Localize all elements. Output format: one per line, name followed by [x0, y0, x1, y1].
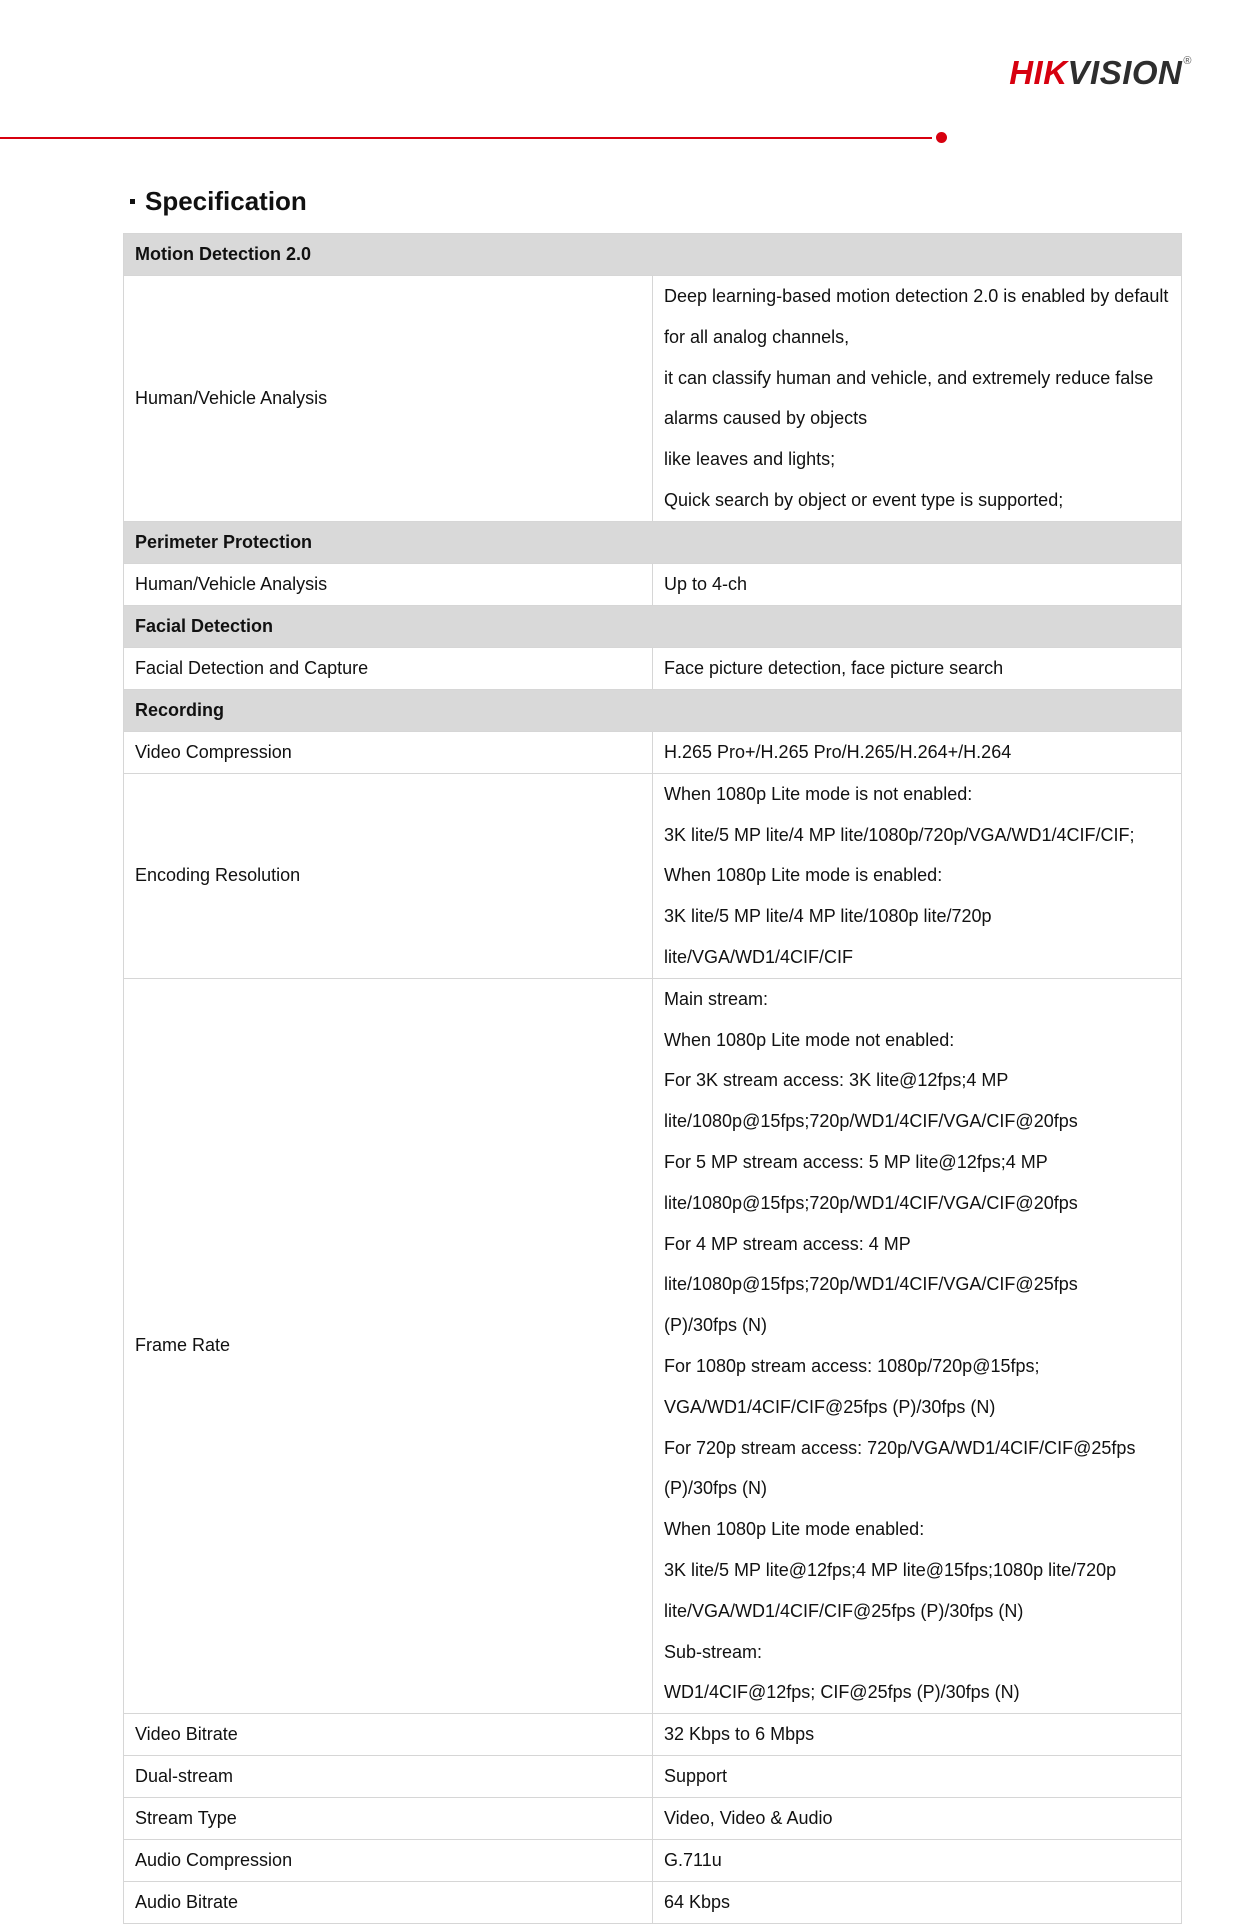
spec-value-line: lite/1080p@15fps;720p/WD1/4CIF/VGA/CIF@20fps	[664, 1111, 1078, 1132]
spec-value-line: 32 Kbps to 6 Mbps	[664, 1724, 815, 1745]
spec-value-line: Quick search by object or event type is supported;	[664, 489, 1064, 510]
group-title: Perimeter Protection	[124, 521, 1182, 563]
group-header-row	[124, 234, 1182, 276]
spec-value-line: Video, Video & Audio	[664, 1808, 833, 1829]
spec-row	[124, 1840, 1182, 1882]
spec-value-line: When 1080p Lite mode is not enabled:	[664, 783, 973, 804]
spec-value-line: Sub-stream:	[664, 1641, 763, 1662]
spec-value	[653, 1882, 1182, 1924]
spec-value	[653, 276, 1182, 522]
spec-row	[124, 1882, 1182, 1924]
spec-row	[124, 1798, 1182, 1840]
spec-value-line: it can classify human and vehicle, and extremely reduce false alarms caused by objects	[664, 367, 1154, 429]
spec-value-line: lite/VGA/WD1/4CIF/CIF@25fps (P)/30fps (N)	[664, 1600, 1024, 1621]
spec-value-line: When 1080p Lite mode enabled:	[664, 1519, 925, 1540]
spec-value-line: Main stream:	[664, 988, 769, 1009]
spec-value-line: H.265 Pro+/H.265 Pro/H.265/H.264+/H.264	[664, 741, 1012, 762]
spec-row	[124, 276, 1182, 522]
spec-value	[653, 773, 1182, 978]
spec-label: Video Bitrate	[124, 1714, 653, 1756]
group-title: Facial Detection	[124, 605, 1182, 647]
header-divider-dot	[936, 132, 947, 143]
spec-label: Frame Rate	[124, 978, 653, 1713]
specification-table	[123, 233, 1182, 1924]
square-bullet-icon	[130, 199, 135, 204]
spec-value-line: like leaves and lights;	[664, 449, 836, 470]
spec-value-line: G.711u	[664, 1850, 722, 1871]
spec-value	[653, 1714, 1182, 1756]
header-divider-line	[0, 137, 932, 139]
spec-value-line: Support	[664, 1766, 728, 1787]
spec-label: Human/Vehicle Analysis	[124, 563, 653, 605]
spec-row	[124, 647, 1182, 689]
group-title: Motion Detection 2.0	[124, 234, 1182, 276]
hikvision-logo	[1009, 56, 1192, 89]
spec-value-line: When 1080p Lite mode not enabled:	[664, 1029, 955, 1050]
spec-label: Human/Vehicle Analysis	[124, 276, 653, 522]
spec-value	[653, 1798, 1182, 1840]
spec-value-line: 3K lite/5 MP lite@12fps;4 MP lite@15fps;1080p lite/720p	[664, 1559, 1117, 1580]
spec-value-line: When 1080p Lite mode is enabled:	[664, 865, 943, 886]
spec-row	[124, 1756, 1182, 1798]
group-header-row	[124, 689, 1182, 731]
spec-label: Encoding Resolution	[124, 773, 653, 978]
spec-row	[124, 978, 1182, 1713]
spec-value-line: For 4 MP stream access: 4 MP lite/1080p@15fps;720p/WD1/4CIF/VGA/CIF@25fps	[664, 1233, 1078, 1295]
spec-label: Dual-stream	[124, 1756, 653, 1798]
spec-value-line: Deep learning-based motion detection 2.0 is enabled by default for all analog channels,	[664, 286, 1169, 347]
spec-label: Audio Bitrate	[124, 1882, 653, 1924]
spec-value-line: 3K lite/5 MP lite/4 MP lite/1080p/720p/VGA/WD1/4CIF/CIF;	[664, 824, 1135, 845]
spec-row	[124, 773, 1182, 978]
spec-value-line: 64 Kbps	[664, 1892, 731, 1913]
spec-value	[653, 647, 1182, 689]
spec-value	[653, 1756, 1182, 1798]
spec-row	[124, 563, 1182, 605]
spec-value-line: lite/1080p@15fps;720p/WD1/4CIF/VGA/CIF@20fps	[664, 1192, 1078, 1213]
spec-value-line: WD1/4CIF@12fps; CIF@25fps (P)/30fps (N)	[664, 1682, 1020, 1703]
spec-label: Video Compression	[124, 731, 653, 773]
logo-dark-text: VISION	[1067, 54, 1183, 91]
section-heading	[130, 186, 307, 217]
spec-value-line: Face picture detection, face picture search	[664, 657, 1004, 678]
spec-value	[653, 563, 1182, 605]
spec-label: Audio Compression	[124, 1840, 653, 1882]
spec-value	[653, 1840, 1182, 1882]
spec-value	[653, 731, 1182, 773]
registered-mark: ®	[1183, 55, 1192, 67]
group-header-row	[124, 605, 1182, 647]
section-title-text: Specification	[145, 186, 307, 216]
spec-value	[653, 978, 1182, 1713]
spec-label: Facial Detection and Capture	[124, 647, 653, 689]
logo-red-text: HIK	[1009, 54, 1068, 91]
spec-row	[124, 1714, 1182, 1756]
spec-value-line: (P)/30fps (N)	[664, 1315, 768, 1336]
spec-label: Stream Type	[124, 1798, 653, 1840]
specification-table-body	[124, 234, 1182, 1924]
spec-value-line: For 720p stream access: 720p/VGA/WD1/4CIF/CIF@25fps (P)/30fps (N)	[664, 1437, 1136, 1499]
group-title: Recording	[124, 689, 1182, 731]
spec-value-line: For 1080p stream access: 1080p/720p@15fps; VGA/WD1/4CIF/CIF@25fps (P)/30fps (N)	[664, 1355, 1040, 1417]
group-header-row	[124, 521, 1182, 563]
spec-value-line: 3K lite/5 MP lite/4 MP lite/1080p lite/720p lite/VGA/WD1/4CIF/CIF	[664, 906, 992, 967]
spec-row	[124, 731, 1182, 773]
spec-value-line: For 5 MP stream access: 5 MP lite@12fps;4 MP	[664, 1151, 1048, 1172]
spec-value-line: Up to 4-ch	[664, 573, 748, 594]
spec-value-line: For 3K stream access: 3K lite@12fps;4 MP	[664, 1070, 1009, 1091]
